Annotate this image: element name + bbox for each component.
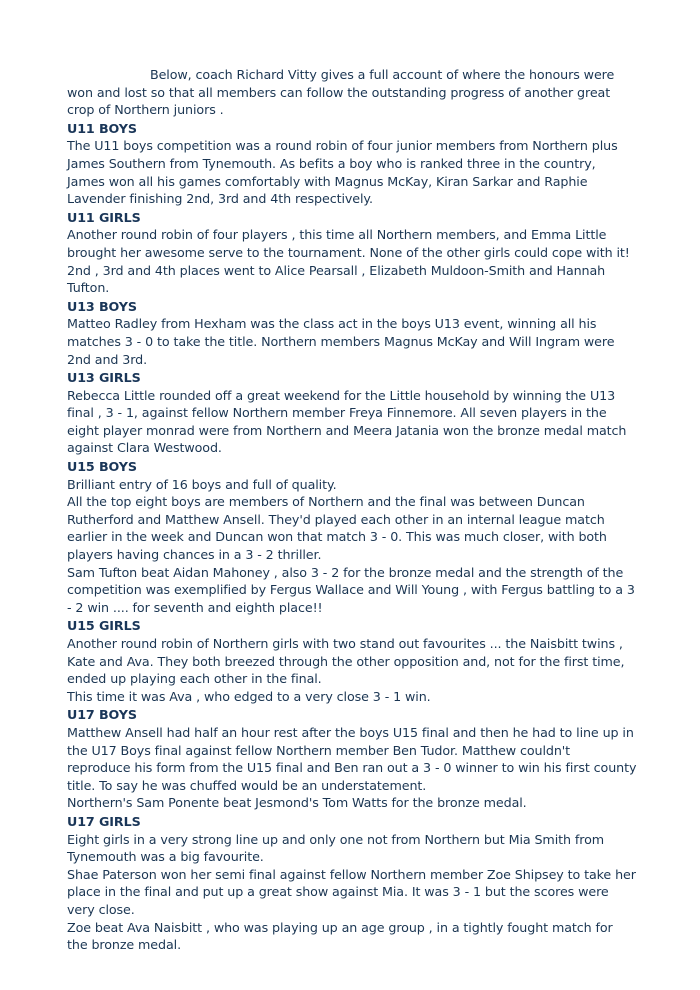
section-paragraph: Zoe beat Ava Naisbitt , who was playing up an age group , in a tightly fought match for the bronze medal.	[67, 919, 613, 953]
section-paragraph: 2nd , 3rd and 4th places went to Alice Pearsall , Elizabeth Muldoon-Smith and Hannah Tufton.	[67, 262, 606, 296]
section-heading: U11 BOYS	[67, 120, 137, 136]
article-page	[67, 66, 637, 954]
section-paragraph: Northern's Sam Ponente beat Jesmond's Tom Watts for the bronze medal.	[67, 795, 527, 811]
intro-paragraph: Below, coach Richard Vitty gives a full account of where the honours were won and lost so that all members can follow the outstanding progress of another great crop of Northern juniors .	[67, 67, 615, 118]
section-paragraph: Shae Paterson won her semi final against fellow Northern member Zoe Shipsey to take her place in the final and put up a great show against Mia. It was 3 - 1 but the scores were very close.	[67, 866, 636, 917]
section-paragraph: The U11 boys competition was a round robin of four junior members from Northern plus James Southern from Tynemouth. As befits a boy who is ranked three in the country, James won all his games comfortably with Magnus McKay, Kiran Sarkar and Raphie Lavender finishing 2nd, 3rd and 4th respectively.	[67, 138, 618, 207]
section-u15-girls	[67, 617, 637, 705]
section-paragraph: Eight girls in a very strong line up and only one not from Northern but Mia Smith from Tynemouth was a big favourite.	[67, 831, 604, 865]
section-heading: U15 BOYS	[67, 459, 137, 475]
section-paragraph: Matthew Ansell had half an hour rest after the boys U15 final and then he had to line up in the U17 Boys final against fellow Northern member Ben Tudor. Matthew couldn't reproduce his form from the U15 final and Ben ran out a 3 - 0 winner to win his first county title. To say he was chuffed would be an understatement.	[67, 724, 637, 793]
section-heading: U15 GIRLS	[67, 618, 141, 634]
section-heading: U11 GIRLS	[67, 209, 141, 225]
section-u15-boys	[67, 458, 637, 616]
section-paragraph: Matteo Radley from Hexham was the class act in the boys U13 event, winning all his matches 3 - 0 to take the title. Northern members Magnus McKay and Will Ingram were 2nd and 3rd.	[67, 316, 615, 367]
section-paragraph: Another round robin of four players , this time all Northern members, and Emma Little brought her awesome serve to the tournament. None of the other girls could cope with it!	[67, 227, 630, 260]
section-u17-girls	[67, 813, 637, 954]
section-heading: U17 GIRLS	[67, 813, 141, 829]
section-heading: U13 GIRLS	[67, 370, 141, 386]
section-paragraph: Sam Tufton beat Aidan Mahoney , also 3 - 2 for the bronze medal and the strength of the competition was exemplified by Fergus Wallace and Will Young , with Fergus battling to a 3 - 2 win .... for seventh and eighth place!!	[67, 564, 635, 615]
section-paragraph: Brilliant entry of 16 boys and full of quality.	[67, 476, 337, 492]
section-u11-boys	[67, 120, 637, 208]
section-paragraph: Rebecca Little rounded off a great weekend for the Little household by winning the U13 final , 3 - 1, against fellow Northern member Freya Finnemore. All seven players in the eight player monrad were from Northern and Meera Jatania won the bronze medal match against Clara Westwood.	[67, 387, 627, 456]
section-paragraph: Another round robin of Northern girls with two stand out favourites ... the Naisbitt twins , Kate and Ava. They both breezed through the other opposition and, not for the first time, ended up playing each other in the final.	[67, 636, 625, 687]
section-heading: U13 BOYS	[67, 298, 137, 314]
section-heading: U17 BOYS	[67, 707, 137, 723]
section-paragraph: All the top eight boys are members of Northern and the final was between Duncan Rutherford and Matthew Ansell. They'd played each other in an internal league match earlier in the week and Duncan won that match 3 - 0. This was much closer, with both players having chances in a 3 - 2 thriller.	[67, 494, 607, 563]
section-paragraph: This time it was Ava , who edged to a very close 3 - 1 win.	[67, 688, 431, 704]
section-u17-boys	[67, 706, 637, 812]
section-u13-boys	[67, 298, 637, 368]
section-u13-girls	[67, 369, 637, 457]
section-u11-girls	[67, 209, 637, 297]
